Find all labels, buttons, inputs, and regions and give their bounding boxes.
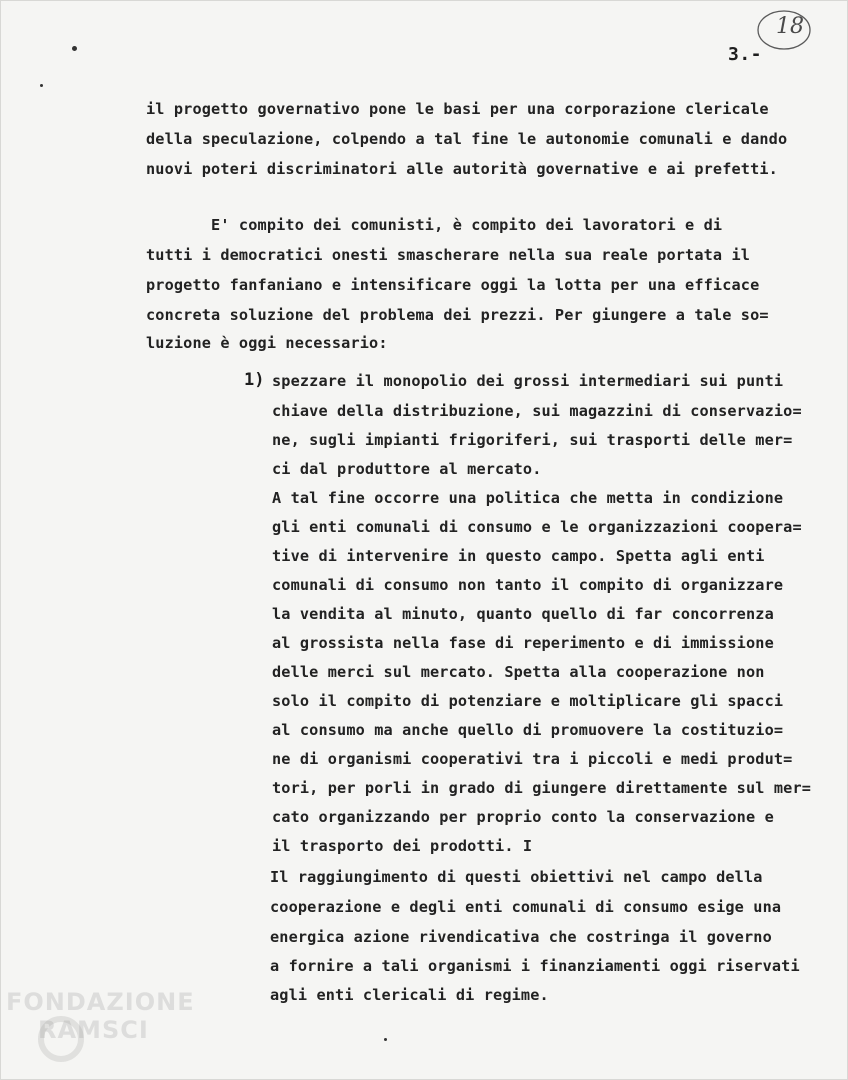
- punch-mark: [72, 46, 77, 51]
- list-item-line: comunali di consumo non tanto il compito di organizzare: [272, 576, 784, 594]
- list-item-line: il trasporto dei prodotti. I: [272, 837, 533, 855]
- list-item-line: ci dal produttore al mercato.: [272, 460, 542, 478]
- list-item-line: la vendita al minuto, quanto quello di far concorrenza: [272, 605, 774, 623]
- list-item-line: Il raggiungimento di questi obiettivi nel campo della: [270, 868, 763, 886]
- list-item-line: cato organizzando per proprio conto la conservazione e: [272, 808, 774, 826]
- watermark-line: RAMSCI: [38, 1016, 149, 1044]
- list-item-line: A tal fine occorre una politica che metta in condizione: [272, 489, 784, 507]
- list-item-line: tive di intervenire in questo campo. Spetta agli enti: [272, 547, 765, 565]
- list-item-line: agli enti clericali di regime.: [270, 986, 549, 1004]
- watermark-line: FONDAZIONE: [6, 988, 195, 1016]
- paragraph-line: tutti i democratici onesti smascherare nella sua reale portata il: [146, 246, 751, 264]
- list-item-line: spezzare il monopolio dei grossi intermediari sui punti: [272, 372, 784, 390]
- list-item-line: gli enti comunali di consumo e le organizzazioni coopera=: [272, 518, 802, 536]
- list-item-line: tori, per porli in grado di giungere direttamente sul mer=: [272, 779, 812, 797]
- handwritten-page-number: 18: [776, 14, 804, 39]
- paragraph-line: concreta soluzione del problema dei prezzi. Per giungere a tale so=: [146, 306, 769, 324]
- list-item-line: chiave della distribuzione, sui magazzini di conservazio=: [272, 402, 802, 420]
- list-item-line: a fornire a tali organismi i finanziamenti oggi riservati: [270, 957, 800, 975]
- paragraph-line: progetto fanfaniano e intensificare oggi la lotta per una efficace: [146, 276, 760, 294]
- watermark: [6, 990, 195, 1042]
- list-item-number: 1): [244, 370, 265, 390]
- punch-mark: [40, 84, 43, 87]
- list-item-line: energica azione rivendicativa che costringa il governo: [270, 928, 772, 946]
- paragraph-line: nuovi poteri discriminatori alle autorità governative e ai prefetti.: [146, 160, 778, 178]
- punch-mark: [384, 1038, 387, 1041]
- list-item-line: solo il compito di potenziare e moltiplicare gli spacci: [272, 692, 784, 710]
- list-item-line: delle merci sul mercato. Spetta alla cooperazione non: [272, 663, 765, 681]
- list-item-line: al grossista nella fase di reperimento e di immissione: [272, 634, 774, 652]
- list-item-line: al consumo ma anche quello di promuovere la costituzio=: [272, 721, 784, 739]
- paragraph-line: della speculazione, colpendo a tal fine le autonomie comunali e dando: [146, 130, 788, 148]
- page-number: 3.-: [728, 44, 763, 65]
- list-item-line: ne, sugli impianti frigoriferi, sui trasporti delle mer=: [272, 431, 793, 449]
- paragraph-line: il progetto governativo pone le basi per una corporazione clericale: [146, 100, 769, 118]
- list-item-line: ne di organismi cooperativi tra i piccoli e medi produt=: [272, 750, 793, 768]
- paragraph-line: E' compito dei comunisti, è compito dei lavoratori e di: [146, 216, 723, 234]
- list-item-line: cooperazione e degli enti comunali di consumo esige una: [270, 898, 782, 916]
- paragraph-line: luzione è oggi necessario:: [146, 334, 388, 352]
